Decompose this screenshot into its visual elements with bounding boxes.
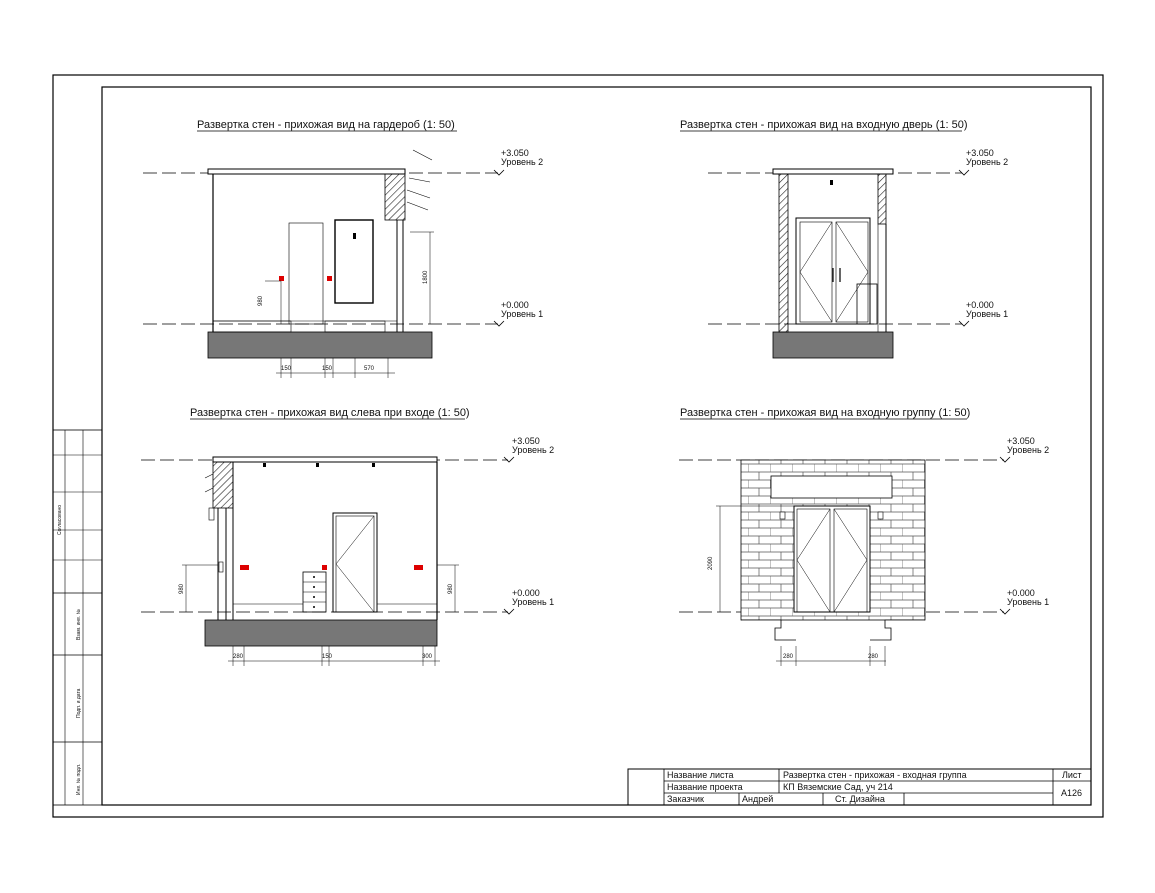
stamp-text-2: Взам. инв. № xyxy=(76,609,82,640)
view-3-dim-980-left: 980 xyxy=(179,583,185,594)
view-1-dim-570: 570 xyxy=(364,366,375,372)
view-1-level-bottom-value: +0.000 xyxy=(501,300,529,310)
view-2-level-bottom-value: +0.000 xyxy=(966,300,994,310)
stamp-text-3: Подп. и дата xyxy=(76,688,82,718)
view-4-level-bottom-value: +0.000 xyxy=(1007,588,1035,598)
view-4-level-top-value: +3.050 xyxy=(1007,436,1035,446)
view-4-level-bottom-name: Уровень 1 xyxy=(1007,597,1050,607)
view-1-dim-150a: 150 xyxy=(281,366,292,372)
sheet-number: A126 xyxy=(1061,788,1083,798)
view-wardrobe xyxy=(143,119,543,378)
view-1-dim-980: 980 xyxy=(258,295,264,306)
sheet-name-label: Название листа xyxy=(667,770,734,780)
view-4-dim-280b: 280 xyxy=(868,654,879,660)
sheet-label: Лист xyxy=(1062,770,1082,780)
view-2-level-bottom-name: Уровень 1 xyxy=(966,309,1009,319)
view-3-level-top-name: Уровень 2 xyxy=(512,445,555,455)
view-entrance-group xyxy=(679,407,1049,666)
title-block xyxy=(628,769,1091,805)
client-label: Заказчик xyxy=(667,794,704,804)
project-label: Название проекта xyxy=(667,782,743,792)
view-left-entrance xyxy=(141,407,554,666)
view-2-level-top-value: +3.050 xyxy=(966,148,994,158)
view-entrance-door xyxy=(680,119,1008,358)
view-4-dim-280a: 280 xyxy=(783,654,794,660)
client-value: Андрей xyxy=(742,794,774,804)
view-3-level-bottom-value: +0.000 xyxy=(512,588,540,598)
view-2-title: Развертка стен - прихожая вид на входную дверь (1: 50) xyxy=(680,119,968,131)
view-4-level-top-name: Уровень 2 xyxy=(1007,445,1050,455)
view-1-level-bottom-name: Уровень 1 xyxy=(501,309,544,319)
view-3-dim-300: 300 xyxy=(422,654,433,660)
view-3-title: Развертка стен - прихожая вид слева при входе (1: 50) xyxy=(190,407,470,419)
inner-frame xyxy=(102,87,1091,805)
outer-frame xyxy=(53,75,1103,817)
sheet-name-value: Развертка стен - прихожая - входная группа xyxy=(783,770,967,780)
stamp-text-4: Инв. № подл. xyxy=(76,763,82,795)
view-1-dim-150b: 150 xyxy=(322,366,333,372)
view-3-dim-150: 150 xyxy=(322,654,333,660)
stamp-text-1: Согласовано xyxy=(57,504,63,535)
view-1-dim-1800: 1800 xyxy=(423,270,429,284)
view-3-level-bottom-name: Уровень 1 xyxy=(512,597,555,607)
view-2-level-top-name: Уровень 2 xyxy=(966,157,1009,167)
view-1-title: Развертка стен - прихожая вид на гардероб (1: 50) xyxy=(197,119,455,131)
view-3-level-top-value: +3.050 xyxy=(512,436,540,446)
side-stamp xyxy=(53,430,102,805)
view-4-dim-2090: 2090 xyxy=(708,556,714,570)
view-3-dim-280: 280 xyxy=(233,654,244,660)
view-1-level-top-value: +3.050 xyxy=(501,148,529,158)
view-1-level-top-name: Уровень 2 xyxy=(501,157,544,167)
view-4-title: Развертка стен - прихожая вид на входную группу (1: 50) xyxy=(680,407,971,419)
view-3-dim-980-right: 980 xyxy=(448,583,454,594)
stage-value: Ст. Дизайна xyxy=(835,794,885,804)
project-value: КП Вяземские Сад, уч 214 xyxy=(783,782,893,792)
